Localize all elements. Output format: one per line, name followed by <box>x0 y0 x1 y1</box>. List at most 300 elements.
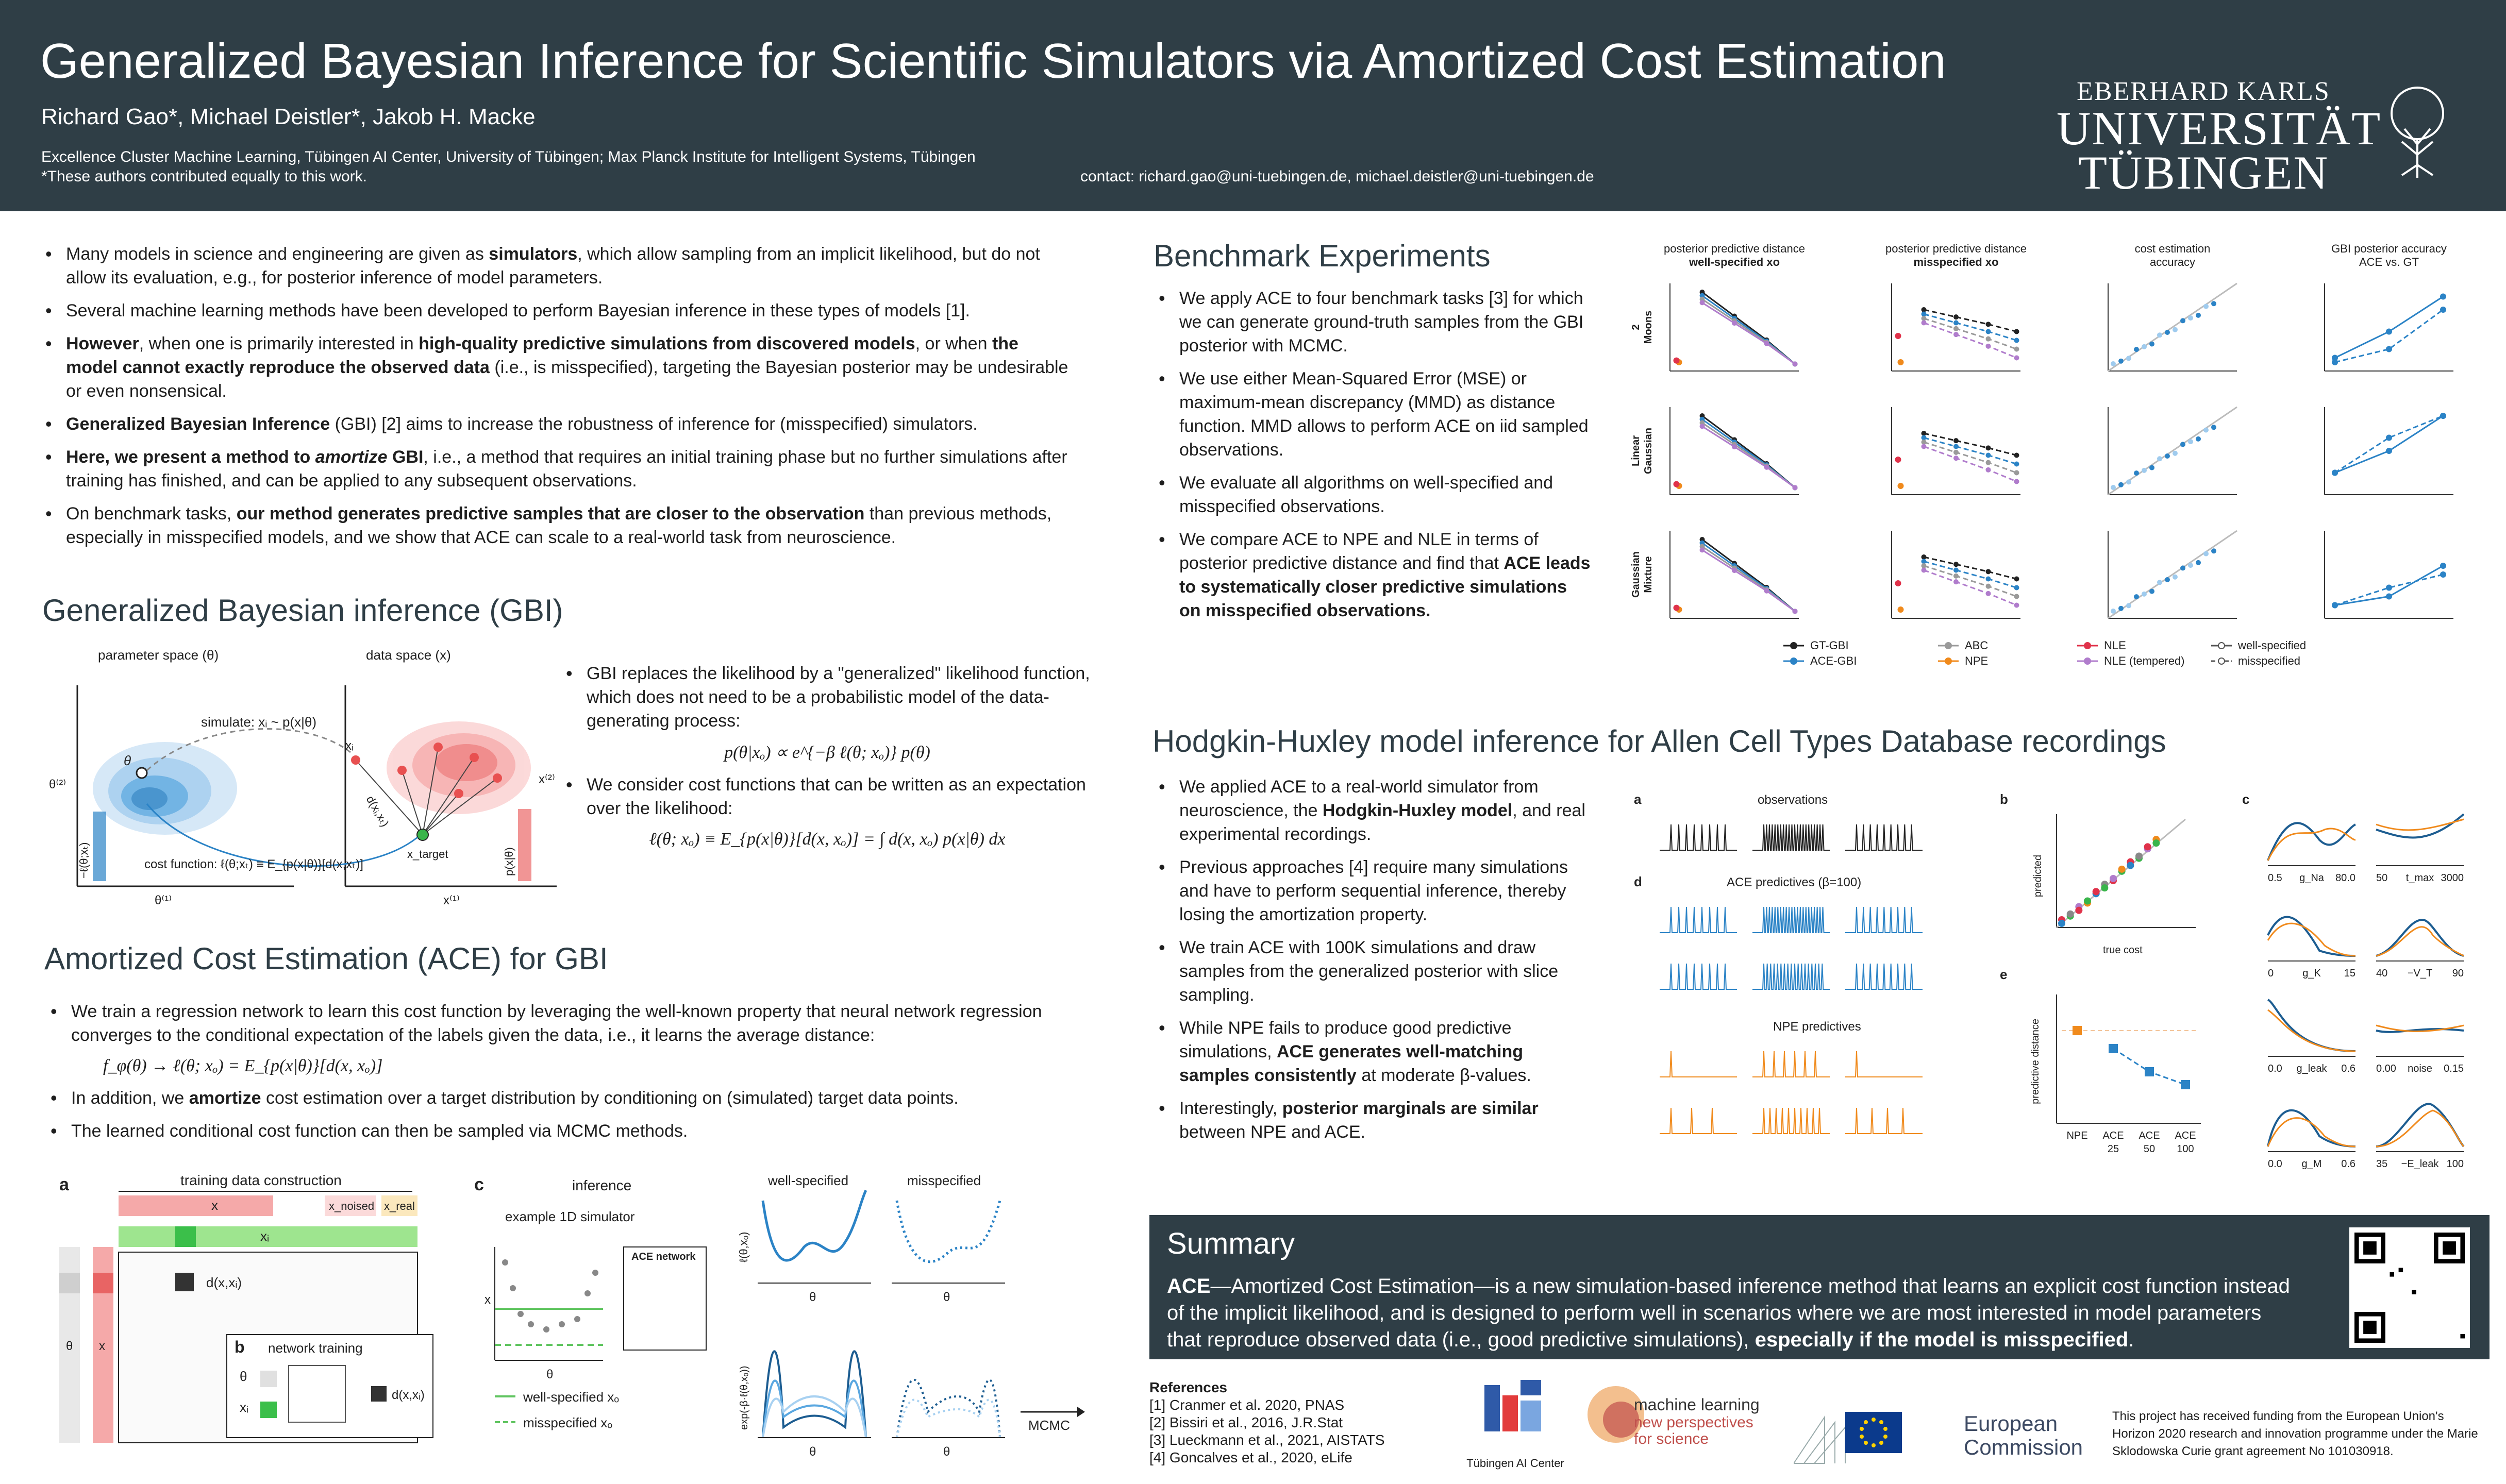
xtarget-label: x_target <box>407 848 448 861</box>
bench-panel <box>1670 283 1799 371</box>
ace-trace <box>1752 964 1830 989</box>
panel-b-label: b <box>235 1338 245 1356</box>
logo-line-3: TÜBINGEN <box>2078 146 2329 199</box>
ec-line1: European <box>1964 1411 2058 1436</box>
row-label: Linear <box>1630 435 1642 467</box>
qr-module <box>2399 1268 2403 1272</box>
series-point <box>2014 453 2019 458</box>
qr-module <box>2460 1334 2465 1339</box>
gbi-bullet-1: • GBI replaces the likelihood by a "generalized" likelihood function, which does not need to be a probabilistic model of the data-generating process: <box>562 662 1093 733</box>
benchmark-figure <box>1630 237 2490 701</box>
b-point <box>2093 888 2100 895</box>
marg-tick-high: 3000 <box>2441 872 2464 884</box>
legend-label: ACE-GBI <box>1810 654 1857 667</box>
col-title: posterior predictive distance <box>1885 242 2027 255</box>
legend-marker <box>2084 643 2091 649</box>
series-point <box>1986 336 1991 342</box>
ace-trace <box>1752 907 1830 933</box>
cost-function-label: cost function: ℓ(θ;xₜ) ≡ E_{p(x|θ)}[d(x,xₜ)] <box>144 857 363 871</box>
cost-point <box>2134 470 2139 476</box>
hh-bullet-4: • While NPE fails to produce good predictive simulations, ACE generates well-matching samples consistently at moderate β-values. <box>1155 1016 1593 1087</box>
cost-point <box>2157 456 2162 461</box>
series-point <box>1732 321 1737 326</box>
marg-tick-low: 0.5 <box>2268 872 2282 884</box>
b-point <box>2144 843 2151 850</box>
marg-tick-low: 35 <box>2376 1158 2388 1170</box>
series-line <box>1924 438 2017 464</box>
cost-point <box>2196 560 2201 565</box>
ace-bullets <box>46 1000 1103 1152</box>
nle-point <box>1895 457 1901 463</box>
intro-bullet-1: • Many models in science and engineering are given as simulators, which allow sampling from an implicit likelihood, but do not allow its evaluation, e.g., for posterior inference of model parameters. <box>41 242 1072 290</box>
ace-marginal <box>2268 917 2355 956</box>
ws-posterior-curves <box>763 1351 866 1438</box>
cost-point <box>2134 594 2139 599</box>
marg-tick-low: 50 <box>2376 872 2388 884</box>
reference-1: [1] Cranmer et al. 2020, PNAS <box>1149 1397 1345 1413</box>
c2st-point <box>2386 448 2392 454</box>
references <box>1149 1379 1385 1466</box>
cost-point <box>2165 330 2170 335</box>
b-point <box>2067 910 2074 918</box>
qr-code[interactable] <box>2349 1227 2470 1348</box>
ace-formula: f_φ(θ) → ℓ(θ; xₒ) = E_{p(x|θ)}[d(x, xₒ)] <box>103 1056 383 1075</box>
hh-bullets <box>1155 775 1593 1153</box>
cost-colorbar <box>93 812 106 881</box>
series-point <box>2014 356 2019 361</box>
intro-bullet-3: • However, when one is primarily interested in high-quality predictive simulations from discovered models, or when the model cannot exactly reproduce the observed data (i.e., is misspecified), targeting the Bayesian posterior may be undesirable or even nonsensical. <box>41 332 1072 403</box>
series-point <box>1953 332 1959 337</box>
bench-panel <box>1892 407 2020 495</box>
cost-point <box>2157 332 2162 338</box>
cost-point <box>2173 451 2178 456</box>
ace-marginal <box>2268 1110 2355 1146</box>
series-point <box>2014 585 2019 591</box>
marg-tick-high: 0.6 <box>2341 1158 2355 1170</box>
gbi-bullet-2: • We consider cost functions that can be written as an expectation over the likelihood: <box>562 773 1093 820</box>
series-point <box>1986 460 1991 465</box>
gbi-bullets <box>562 662 1093 859</box>
svg-text:θ: θ <box>943 1290 950 1304</box>
npe-point <box>1898 606 1904 613</box>
e-ace-point <box>2145 1067 2154 1076</box>
col-subtitle: well-specified xo <box>1689 256 1780 268</box>
marg-param-label: −V_T <box>2407 968 2433 979</box>
series-point <box>1986 445 1991 450</box>
cost-point <box>2142 592 2147 597</box>
c2st-point <box>2386 435 2392 441</box>
row-label: Gaussian <box>1630 551 1642 598</box>
series-point <box>1953 562 1959 567</box>
bench-panel <box>2108 531 2237 618</box>
series-point <box>1764 465 1769 470</box>
series-line <box>1924 557 2017 579</box>
cost-point <box>2126 479 2131 484</box>
qr-finder-core <box>2363 1321 2377 1334</box>
series-point <box>2014 594 2019 599</box>
qr-module <box>2412 1290 2416 1294</box>
cost-point <box>2203 551 2209 556</box>
series-point <box>1793 609 1798 614</box>
series-point <box>1986 322 1991 327</box>
intro-bullet-4: • Generalized Bayesian Inference (GBI) [2] aims to increase the robustness of inference for (misspecified) simulators. <box>41 412 1072 436</box>
ace-trace <box>1660 964 1737 989</box>
series-line <box>1924 442 2017 473</box>
series-point <box>2014 338 2019 343</box>
series-line <box>1924 323 2017 358</box>
npe-marginal <box>2376 927 2464 956</box>
european-commission-logo <box>1964 1412 2103 1469</box>
ms-xo-legend: misspecified xₒ <box>523 1415 613 1430</box>
bench-panel <box>1670 407 1799 495</box>
nle-point <box>1895 333 1901 339</box>
col-subtitle: misspecified xo <box>1913 256 1999 268</box>
c-theta-axis-label: θ <box>546 1368 554 1381</box>
cost-point <box>2149 589 2154 594</box>
b-point <box>2152 839 2160 847</box>
ml-logo-line3: for science <box>1634 1430 1709 1447</box>
benchmark-bullet-1: • We apply ACE to four benchmark tasks [3] for which we can generate ground-truth samples from the GBI posterior with MCMC. <box>1155 286 1593 358</box>
cost-axis-label: ℓ(θ,xₒ) <box>737 1232 750 1262</box>
posterior-axis-label: exp(-β·ℓ(θ,xₒ)) <box>739 1365 750 1430</box>
cost-point <box>2142 468 2147 473</box>
e-category: NPE <box>2066 1130 2088 1141</box>
series-point <box>1700 547 1705 552</box>
data-space-label: data space (x) <box>366 647 451 663</box>
benchmark-bullet-4: • We compare ACE to NPE and NLE in terms of posterior predictive distance and find that ACE leads to systematically closer predictive simulations on misspecified observations. <box>1155 528 1593 622</box>
gbi-formula-1: p(θ|xₒ) ∝ e^{−β ℓ(θ; xₒ)} p(θ) <box>724 743 930 762</box>
svg-text:θ: θ <box>809 1290 816 1304</box>
example-sim-label: example 1D simulator <box>505 1209 635 1224</box>
x-noised-label: x_noised <box>329 1200 375 1212</box>
legend-marker <box>2218 658 2225 664</box>
summary-title: Summary <box>1167 1227 1295 1260</box>
marg-tick-low: 40 <box>2376 968 2388 979</box>
logo-line-2: UNIVERSITÄT <box>2057 102 2382 155</box>
summary-box <box>1149 1215 2490 1359</box>
theta2-label: θ⁽²⁾ <box>49 778 66 791</box>
cost-point <box>2111 609 2116 614</box>
x-block-label: x <box>211 1198 218 1213</box>
npe-pred-label: NPE predictives <box>1773 1020 1861 1034</box>
panel-a-label: a <box>1634 791 1642 807</box>
benchmark-section-title: Benchmark Experiments <box>1154 239 1491 273</box>
ms-cost-curve <box>897 1201 1000 1262</box>
cost-point <box>2165 453 2170 459</box>
cost-point <box>2180 442 2185 447</box>
series-point <box>1953 456 1959 461</box>
ace-network-box <box>624 1247 706 1350</box>
intro-bullet-5: • Here, we present a method to amortize GBI, i.e., a method that requires an initial training phase but no further simulations after training has finished, and can be applied to any subsequent observations. <box>41 445 1072 493</box>
gbi-section-title: Generalized Bayesian inference (GBI) <box>42 593 563 628</box>
col-title: posterior predictive distance <box>1664 242 1805 255</box>
affiliation: Excellence Cluster Machine Learning, Tübingen AI Center, University of Tübingen; Max Planck Institute for Intelligent Systems, Tübingen <box>41 148 976 165</box>
legend-label: GT-GBI <box>1810 639 1849 652</box>
series-line <box>1924 562 2017 588</box>
svg-text:x: x <box>485 1293 491 1307</box>
panel-c-label: c <box>2242 791 2250 807</box>
e-ace-point <box>2109 1044 2118 1053</box>
e-category: ACE <box>2139 1130 2160 1141</box>
col-subtitle: accuracy <box>2149 256 2196 268</box>
marg-param-label: g_K <box>2302 968 2321 979</box>
cost-point <box>2173 327 2178 332</box>
marg-tick-low: 0 <box>2268 968 2274 979</box>
simulate-label: simulate: xᵢ ~ p(x|θ) <box>201 714 316 730</box>
c2st-point <box>2440 307 2446 313</box>
ms-column-label: misspecified <box>907 1173 981 1188</box>
series-point <box>1953 579 1959 584</box>
ec-building-logo <box>1794 1402 1907 1479</box>
npe-point <box>1898 359 1904 365</box>
series-point <box>1953 450 1959 455</box>
series-point <box>1700 424 1705 429</box>
cost-point <box>2126 603 2131 608</box>
npe-point <box>1898 483 1904 489</box>
c2st-point <box>2440 294 2446 300</box>
training-data-label: training data construction <box>180 1172 342 1188</box>
legend-marker <box>2218 643 2225 649</box>
simulator-points <box>502 1259 598 1333</box>
ws-column-label: well-specified <box>768 1173 849 1188</box>
cost-point <box>2203 428 2209 433</box>
series-point <box>1953 326 1959 331</box>
series-point <box>1764 341 1769 346</box>
npe-trace <box>1752 1051 1830 1077</box>
observation-trace <box>1845 824 1923 850</box>
ws-xo-legend: well-specified xₒ <box>523 1389 620 1405</box>
b-ylabel: predicted <box>2032 854 2044 898</box>
hh-bullet-3: • We train ACE with 100K simulations and draw samples from the generalized posterior with slice sampling. <box>1155 936 1593 1007</box>
marg-tick-low: 0.0 <box>2268 1158 2282 1170</box>
theta-label: θ <box>124 753 131 768</box>
legend-marker <box>2084 658 2091 664</box>
series-point <box>2014 577 2019 582</box>
qr-finder-core <box>2443 1241 2456 1255</box>
cost-point <box>2149 465 2154 470</box>
b-theta-label: θ <box>240 1369 247 1384</box>
qr-module <box>2390 1272 2394 1277</box>
ace-trace <box>1660 907 1737 933</box>
bench-panel <box>2325 407 2453 495</box>
cost-point <box>2149 342 2154 347</box>
e-ace-line <box>2113 1049 2185 1085</box>
bench-panel <box>1670 531 1799 618</box>
c2st-point <box>2440 571 2446 578</box>
reference-2: [2] Bissiri et al., 2016, J.R.Stat <box>1149 1414 1343 1430</box>
series-point <box>2014 479 2019 484</box>
ms-posterior-curves <box>897 1380 1000 1438</box>
e-category: ACE <box>2102 1130 2124 1141</box>
legend-marker <box>1945 643 1951 649</box>
series-line <box>1924 318 2017 349</box>
ml-logo-line2: new perspectives <box>1634 1414 1753 1431</box>
bench-panel <box>1892 531 2020 618</box>
series-line <box>1924 447 2017 482</box>
legend-marker <box>1791 643 1797 649</box>
b-xlabel: true cost <box>2103 945 2143 956</box>
references-title: References <box>1149 1379 1227 1395</box>
summary-bold-1: ACE <box>1167 1275 1211 1297</box>
e-category: ACE <box>2175 1130 2196 1141</box>
tuebingen-ai-text: Tübingen AI Center <box>1466 1457 1564 1470</box>
series-point <box>1986 453 1991 458</box>
poster-title: Generalized Bayesian Inference for Scientific Simulators via Amortized Cost Estimation <box>40 33 1946 89</box>
b-point <box>2135 853 2143 860</box>
theta-column-label: θ <box>66 1339 73 1353</box>
c2st-point <box>2332 470 2338 476</box>
reference-3: [3] Lueckmann et al., 2021, AISTATS <box>1149 1432 1385 1448</box>
series-point <box>1922 568 1927 573</box>
c2st-point <box>2440 413 2446 419</box>
b-point <box>2118 866 2126 873</box>
legend-label: NLE <box>2104 639 2126 652</box>
summary-text-1: —Amortized Cost Estimation—is a new simulation-based inference method that learns an explicit cost function instead of the implicit likelihood, and is designed to perform well in scenarios where we are most interested in model parameters that reproduce observed data (i.e., good predictive simulations), <box>1167 1275 2290 1351</box>
panel-b-label: b <box>2000 791 2008 807</box>
funding-statement: This project has received funding from the European Union's Horizon 2020 research and innovation programme under the Marie Sklodowska Curie grant agreement No 101030918. <box>2112 1409 2478 1458</box>
series-line <box>1924 566 2017 597</box>
cost-point <box>2188 315 2193 321</box>
svg-text:θ: θ <box>809 1445 816 1459</box>
series-point <box>1953 444 1959 449</box>
hh-bullet-1: • We applied ACE to a real-world simulator from neuroscience, the Hodgkin-Huxley model, and real experimental recordings. <box>1155 775 1593 846</box>
tree-logo-icon <box>2381 82 2453 180</box>
b-xi-label: xᵢ <box>240 1399 249 1415</box>
legend-label: misspecified <box>2238 654 2301 667</box>
series-point <box>1986 569 1991 574</box>
series-line <box>1702 550 1795 611</box>
row-label: Gaussian <box>1643 427 1654 475</box>
marg-tick-low: 0.00 <box>2376 1063 2396 1074</box>
ace-network-label: ACE network <box>631 1251 696 1262</box>
cost-point <box>2211 301 2216 306</box>
benchmark-bullets <box>1155 286 1593 632</box>
ace-trace <box>1845 907 1923 933</box>
npe-trace <box>1660 1108 1737 1134</box>
b-point <box>2058 920 2065 927</box>
ace-bullet-2: • In addition, we amortize cost estimation over a target distribution by conditioning on (simulated) target data points. <box>46 1086 1103 1110</box>
cost-point <box>2196 313 2201 318</box>
x2-label: x⁽²⁾ <box>539 772 555 786</box>
series-point <box>1953 314 1959 319</box>
cost-point <box>2142 344 2147 349</box>
marg-tick-high: 0.15 <box>2444 1063 2464 1074</box>
observation-trace <box>1660 824 1737 850</box>
c2st-line <box>2335 416 2443 473</box>
marg-tick-high: 15 <box>2344 968 2355 979</box>
series-point <box>1732 444 1737 449</box>
logo-line-1: EBERHARD KARLS <box>2077 77 2330 106</box>
likelihood-label: p(x|θ) <box>503 847 515 876</box>
b-point <box>2084 898 2091 905</box>
marg-param-label: −E_leak <box>2401 1158 2439 1170</box>
series-point <box>1732 568 1737 573</box>
ace-figure <box>52 1170 1108 1458</box>
observation-trace <box>1752 824 1830 850</box>
cost-point <box>2118 606 2124 611</box>
panel-c-label: c <box>474 1175 484 1194</box>
npe-trace <box>1752 1108 1830 1134</box>
ace-trace <box>1845 964 1923 989</box>
marg-tick-high: 80.0 <box>2335 872 2355 884</box>
nle-point <box>1674 358 1680 364</box>
legend-label: well-specified <box>2238 639 2307 652</box>
hh-bullet-2: • Previous approaches [4] require many simulations and have to perform sequential inference, thereby losing the amortization property. <box>1155 855 1593 926</box>
hh-bullet-5: • Interestingly, posterior marginals are similar between NPE and ACE. <box>1155 1097 1593 1144</box>
series-line <box>1702 302 1795 364</box>
b-distance-label: d(x,xᵢ) <box>392 1388 425 1402</box>
cost-point <box>2180 318 2185 323</box>
c2st-point <box>2386 346 2392 352</box>
series-point <box>1922 444 1927 449</box>
marg-tick-high: 90 <box>2452 968 2464 979</box>
cost-point <box>2203 304 2209 309</box>
distance-cell-label: d(x,xᵢ) <box>206 1275 242 1290</box>
xtarget-point <box>417 829 428 840</box>
series-point <box>1700 300 1705 305</box>
series-point <box>1953 438 1959 443</box>
bench-panel <box>2325 283 2453 371</box>
ace-marginal <box>2376 814 2464 837</box>
panel-a-label: a <box>59 1175 69 1194</box>
c2st-point <box>2386 594 2392 600</box>
legend-marker <box>1945 658 1951 664</box>
likelihood-density <box>387 721 531 814</box>
ace-bullet-1: • We train a regression network to learn this cost function by leveraging the well-known property that neural network regression converges to the conditional expectation of the labels given the data, i.e., it learns the average distance: <box>46 1000 1103 1047</box>
e-npe-point <box>2073 1026 2082 1035</box>
authors: Richard Gao*, Michael Deistler*, Jakob H. Macke <box>41 104 536 129</box>
legend-marker <box>1791 658 1797 664</box>
series-point <box>1986 591 1991 596</box>
c2st-point <box>2440 563 2446 569</box>
cost-point <box>2118 359 2124 364</box>
cost-point <box>2188 563 2193 568</box>
bench-panel <box>2108 407 2237 495</box>
marg-tick-high: 0.6 <box>2341 1063 2355 1074</box>
series-point <box>2014 603 2019 608</box>
e-category: 50 <box>2143 1143 2156 1155</box>
marg-param-label: t_max <box>2405 872 2434 884</box>
gbi-formula-2: ℓ(θ; xₒ) ≡ E_{p(x|θ)}[d(x, xₒ)] = ∫ d(x, xₒ) p(x|θ) dx <box>649 830 1006 849</box>
theta1-label: θ⁽¹⁾ <box>155 893 172 907</box>
cost-point <box>2111 361 2116 366</box>
tuebingen-ai-logo <box>1464 1375 1567 1478</box>
marg-param-label: g_leak <box>2296 1063 2327 1074</box>
cost-point <box>2126 356 2131 361</box>
cost-point <box>2173 575 2178 580</box>
ml-science-logo <box>1588 1386 1773 1463</box>
series-line <box>1924 314 2017 341</box>
summary-text-2: . <box>2128 1328 2134 1351</box>
e-category: 25 <box>2107 1143 2119 1155</box>
x1-label: x⁽¹⁾ <box>443 893 460 907</box>
panel-d-label: d <box>1634 874 1642 889</box>
x-block <box>119 1195 273 1216</box>
distance-label: d(xᵢ,xₜ) <box>363 794 392 829</box>
ace-bullet-3: • The learned conditional cost function can then be sampled via MCMC methods. <box>46 1119 1103 1143</box>
intro-bullet-2: • Several machine learning methods have been developed to perform Bayesian inference in these types of models [1]. <box>41 299 1072 323</box>
npe-trace <box>1845 1051 1923 1077</box>
neg-cost-label: −ℓ(θ;xₜ) <box>77 842 90 879</box>
network-icon <box>289 1365 345 1422</box>
mcmc-label: MCMC <box>1028 1418 1070 1433</box>
inference-label: inference <box>572 1177 632 1193</box>
series-point <box>1953 321 1959 326</box>
summary-text <box>1167 1273 2291 1353</box>
xi-label: xᵢ <box>345 739 354 753</box>
legend-label: NLE (tempered) <box>2104 654 2185 667</box>
b-point <box>2075 907 2082 914</box>
